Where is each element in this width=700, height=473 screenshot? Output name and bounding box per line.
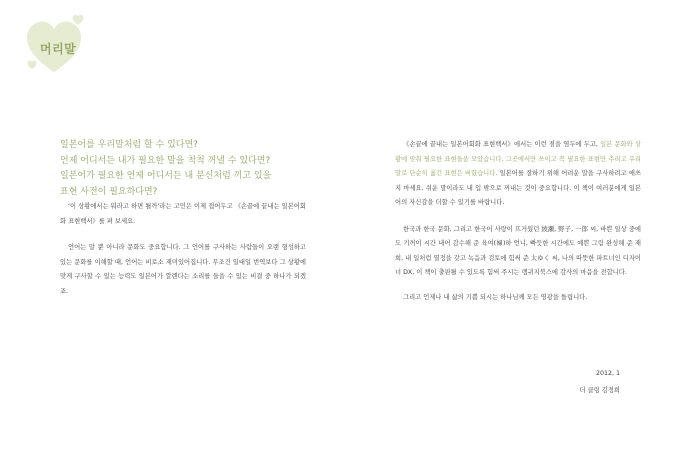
body-paragraph xyxy=(395,138,641,211)
right-column xyxy=(395,138,641,305)
signature-author: 더 클링 김정희 xyxy=(579,387,620,394)
body-paragraph: 언어는 말 뿐 아니라 문화도 중요합니다. 그 언어를 구사하는 사람들이 오랜 형성하고 있는 문화를 이해할 때, 언어는 비로소 재미있어집니다. 무조건 일대일 번역보다 그 상황에 맞게 구사할 수 있는 능력도 일본어가 깔렌다는 소리를 들을 수 있는 비결 중 하나가 되겠죠. xyxy=(60,244,306,295)
left-column xyxy=(60,138,306,299)
paragraph-text: 《손끝에 끝내는 일본어회화 표현백서》에서는 이런 점을 염두에 두고, xyxy=(403,141,598,148)
thanks-paragraph: 한국과 한국 문화, 그리고 한국어 사랑이 뜨거웠던 綾瀬, 野子, 一郎 씨, 바쁜 일상 중에도 기꺼이 시간 내어 감수해 준 육여(婦)하 언니, 빠듯한 시간에도 예쁜 그림 완성해 준 재희, 내 일처럼 열정을 갖고 녹음과 검토에 힘써 준 太ゆく 씨, 나의 따뜻한 파트너인 디자이너 DX, 이 책이 출판될 수 있도록 힘써 주시는 랭귀지북스에 감사의 마음을 전합니다. xyxy=(395,225,641,276)
question-line: 일본어를 우리말처럼 할 수 있다면? xyxy=(60,140,198,150)
tiny-heart-icon xyxy=(27,60,37,70)
paragraph-text: 일본어를 잘하기 위해 어려운 말을 구사하려고 애쓰지 마세요. 쉬운 말이라도 내 입 밖으로 꺼내는 것이 중요합니다. 이 책이 여러분에게 일본어의 자신감을 더할 수 있기를 바랍니다. xyxy=(395,170,642,206)
intro-paragraph: ‘이 상황에서는 뭐라고 하면 될까’라는 고민은 이제 접어두고 《손끝에 끝내는 일본어회화 표현백서》를 펴 보세요. xyxy=(60,203,306,225)
question-line: 일본어가 필요한 언제 어디서든 내 분신처럼 끼고 있을 xyxy=(60,171,272,181)
highlighted-text: 일본 문화와 상황에 맞춰 필요한 표현들을 모았습니다. 그곳에서만 쓰이고 꼭 필요한 표현만 추리고 우리말로 단순히 옮긴 표현은 버렸습니다. xyxy=(395,141,641,177)
small-heart-icon xyxy=(72,14,84,26)
closing-paragraph: 그리고 언제나 내 삶의 기쁨 되시는 하나님께 모든 영광을 돌립니다. xyxy=(403,293,588,301)
question-line: 표현 사전이 필요하다면? xyxy=(60,186,158,197)
question-line: 언제 어디서든 내가 필요한 말을 척척 꺼낼 수 있다면? xyxy=(60,155,271,166)
page-title: 머리말 xyxy=(40,42,77,56)
signature-date: 2012, 1 xyxy=(595,370,620,377)
